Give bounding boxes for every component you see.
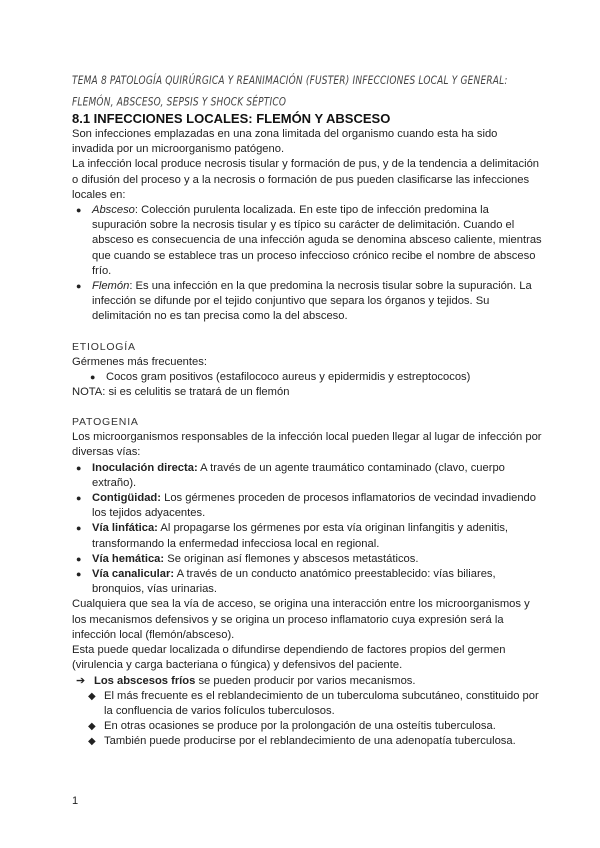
- route-label: Vía linfática:: [92, 522, 158, 535]
- infection-types-list: [72, 203, 542, 325]
- etiologia-heading: ETIOLOGÍA: [72, 340, 136, 353]
- list-item: [72, 461, 542, 491]
- term: Absceso: [92, 204, 135, 217]
- route-text: Se originan así flemones y abscesos metastáticos.: [164, 552, 419, 565]
- list-item: [72, 674, 542, 689]
- route-text: A través de un conducto anatómico preestablecido: vías biliares, bronquios, vías urinarias.: [92, 568, 496, 596]
- section-title: 8.1 INFECCIONES LOCALES: FLEMÓN Y ABSCESO: [72, 111, 391, 126]
- list-item: [72, 491, 542, 521]
- term: Flemón: [92, 280, 130, 293]
- arrow-icon: ➔: [76, 674, 86, 687]
- list-item: [72, 521, 542, 551]
- route-label: Vía canalicular:: [92, 568, 175, 581]
- list-item: [72, 552, 542, 567]
- etiologia-line: Gérmenes más frecuentes:: [72, 355, 207, 368]
- intro-paragraph: Son infecciones emplazadas en una zona limitada del organismo cuando esta ha sido invadida por un microorganismo patógeno.: [72, 128, 498, 156]
- route-label: Vía hemática:: [92, 552, 165, 565]
- route-text: Los gérmenes proceden de procesos inflamatorios de vecindad invadiendo los tejidos adyacentes.: [92, 492, 537, 520]
- list-item: [72, 567, 542, 597]
- mechanisms-list: [72, 689, 542, 750]
- route-label: Inoculación directa:: [92, 461, 198, 474]
- cold-abscess-list: [72, 674, 542, 689]
- list-item: ◆ En otras ocasiones se produce por la prolongación de una osteítis tuberculosa.: [72, 719, 542, 734]
- list-item: ◆ También puede producirse por el reblandecimiento de una adenopatía tuberculosa.: [72, 734, 542, 749]
- patogenia-intro: Los microorganismos responsables de la infección local pueden llegar al lugar de infección por diversas vías:: [72, 431, 542, 459]
- route-label: Contigüidad:: [92, 492, 161, 505]
- route-text: A través de un agente traumático contaminado (clavo, cuerpo extraño).: [92, 461, 505, 489]
- document-title: TEMA 8 PATOLOGÍA QUIRÚRGICA Y REANIMACIÓN (FUSTER) INFECCIONES LOCAL Y GENERAL: FLEMÓN, ABSCESO, SEPSIS Y SHOCK SÉPTICO: [72, 74, 508, 110]
- patogenia-paragraph: Esta puede quedar localizada o difundirse dependiendo de factores propios del germen (virulencia y carga bacteriana o fúngica) y defensivos del paciente.: [72, 644, 506, 672]
- list-item: [72, 203, 542, 279]
- definition: : Colección purulenta localizada. En este tipo de infección predomina la supuración sobre la necrosis tisular y es típico su carácter de delimitación. Cuando el absceso es consecuencia de una infección aguda se denomina absceso caliente, mientras que cuando se establece tras un proceso infeccioso crónico recibe el nombre de absceso frío.: [92, 204, 542, 277]
- arrow-text: se pueden producir por varios mecanismos.: [195, 674, 416, 687]
- list-item: ◆ El más frecuente es el reblandecimiento de un tuberculoma subcutáneo, constituido por la confluencia de varios folículos tuberculosos.: [72, 689, 542, 719]
- document-page: [72, 70, 542, 750]
- list-item: [72, 279, 542, 325]
- arrow-label: Los abscesos fríos: [94, 674, 196, 687]
- etiologia-list: [72, 370, 542, 385]
- definition: : Es una infección en la que predomina la necrosis tisular sobre la supuración. La infección se difunde por el tejido conjuntivo que separa los órganos y tejidos. Su delimitación no es tan precisa como la del absceso.: [92, 280, 532, 323]
- route-text: Al propagarse los gérmenes por esta vía originan linfangitis y adenitis, transformando la enfermedad infecciosa local en regional.: [92, 522, 509, 550]
- etiologia-note: NOTA: si es celulitis se tratará de un flemón: [72, 386, 290, 399]
- page-number: 1: [72, 795, 79, 807]
- patogenia-heading: PATOGENIA: [72, 416, 139, 429]
- list-item: ● Cocos gram positivos (estafilococo aureus y epidermidis y estreptococos): [72, 370, 542, 385]
- routes-list: [72, 461, 542, 598]
- patogenia-paragraph: Cualquiera que sea la vía de acceso, se origina una interacción entre los microorganismos y los mecanismos defensivos y se origina un proceso inflamatorio cuya expresión será la infección local (flemón/absceso).: [72, 598, 530, 641]
- intro-paragraph: La infección local produce necrosis tisular y formación de pus, y de la tendencia a delimitación o difusión del proceso y a la necrosis o formación de pus pueden clasificarse las infecciones locales en:: [72, 158, 540, 201]
